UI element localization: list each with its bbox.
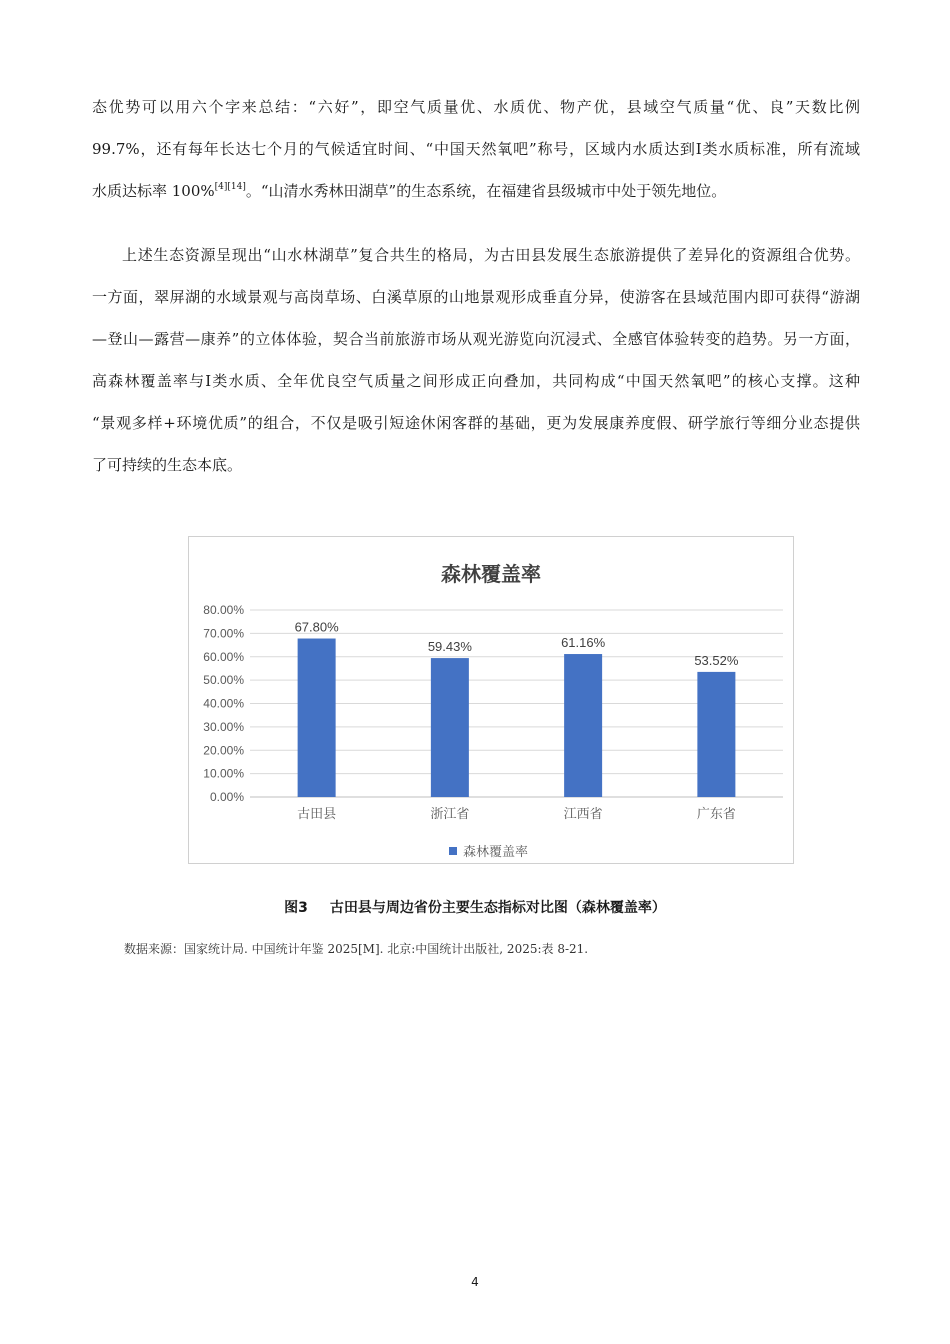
chart-canvas	[189, 537, 793, 863]
data-label: 59.43%	[427, 639, 472, 655]
bar	[564, 654, 602, 797]
paragraph-ecology-summary	[92, 86, 860, 212]
bar	[431, 658, 469, 797]
y-tick-label: 80.00%	[203, 603, 244, 617]
x-axis-categories	[297, 806, 736, 822]
data-label: 61.16%	[561, 635, 606, 651]
paragraph-line: 了可持续的生态本底。	[92, 456, 243, 474]
data-labels	[295, 620, 739, 668]
legend-swatch	[449, 847, 457, 855]
page-number: 4	[471, 1275, 479, 1289]
paragraph-line: “景观多样+环境优质”的组合，不仅是吸引短途休闲客群的基础，更为发展康养度假、研学旅行等细分业态提供	[92, 414, 860, 432]
paragraph-resource-pattern	[92, 234, 860, 486]
figure-caption-text: 古田县与周边省份主要生态指标对比图（森林覆盖率）	[329, 900, 666, 916]
y-tick-label: 60.00%	[203, 649, 244, 664]
y-tick-label: 50.00%	[203, 673, 244, 688]
y-tick-label: 20.00%	[203, 743, 244, 758]
bar	[298, 639, 336, 797]
y-axis-ticks	[203, 603, 244, 804]
y-tick-label: 40.00%	[203, 696, 244, 711]
paragraph-line: 一方面，翠屏湖的水域景观与高岗草场、白溪草原的山地景观形成垂直分异，使游客在县域范围内即可获得“游湖	[92, 288, 860, 306]
chart-legend	[449, 844, 528, 860]
paragraph-line: 态优势可以用六个字来总结：“六好”，即空气质量优、水质优、物产优，县域空气质量“优、良”天数比例	[92, 98, 860, 116]
y-tick-label: 70.00%	[203, 626, 244, 641]
y-tick-label: 30.00%	[203, 719, 244, 734]
y-tick-label: 10.00%	[203, 766, 244, 781]
citation-reference: [4][14]	[214, 182, 246, 192]
legend-label: 森林覆盖率	[463, 845, 529, 860]
paragraph-line	[92, 170, 860, 212]
category-label: 江西省	[563, 807, 603, 822]
paragraph-line: 99.7%，还有每年长达七个月的气候适宜时间、“中国天然氧吧”称号，区域内水质达到Ⅰ类水质标准，所有流域	[92, 140, 860, 158]
data-source-note: 数据来源：国家统计局. 中国统计年鉴 2025[M]. 北京:中国统计出版社, 2025:表 8-21.	[124, 942, 589, 956]
forest-coverage-chart	[188, 536, 794, 864]
category-label: 浙江省	[430, 807, 470, 822]
figure-caption	[0, 897, 950, 917]
data-label: 53.52%	[694, 652, 739, 668]
figure-number: 图3	[284, 900, 308, 916]
y-tick-label: 0.00%	[209, 790, 244, 804]
line-text: 水质达标率 100%	[92, 182, 215, 200]
category-label: 古田县	[297, 807, 337, 822]
chart-title: 森林覆盖率	[441, 562, 541, 586]
line-text: 。“山清水秀林田湖草”的生态系统，在福建省县级城市中处于领先地位。	[245, 182, 727, 200]
category-label: 广东省	[696, 807, 736, 822]
paragraph-line: 高森林覆盖率与Ⅰ类水质、全年优良空气质量之间形成正向叠加，共同构成“中国天然氧吧”的核心支撑。这种	[92, 372, 860, 390]
paragraph-line: 上述生态资源呈现出“山水林湖草”复合共生的格局，为古田县发展生态旅游提供了差异化的资源组合优势。	[122, 246, 860, 264]
data-label: 67.80%	[294, 619, 339, 635]
bar	[697, 672, 735, 797]
paragraph-line: —登山—露营—康养”的立体体验，契合当前旅游市场从观光游览向沉浸式、全感官体验转变的趋势。另一方面，	[92, 330, 860, 348]
